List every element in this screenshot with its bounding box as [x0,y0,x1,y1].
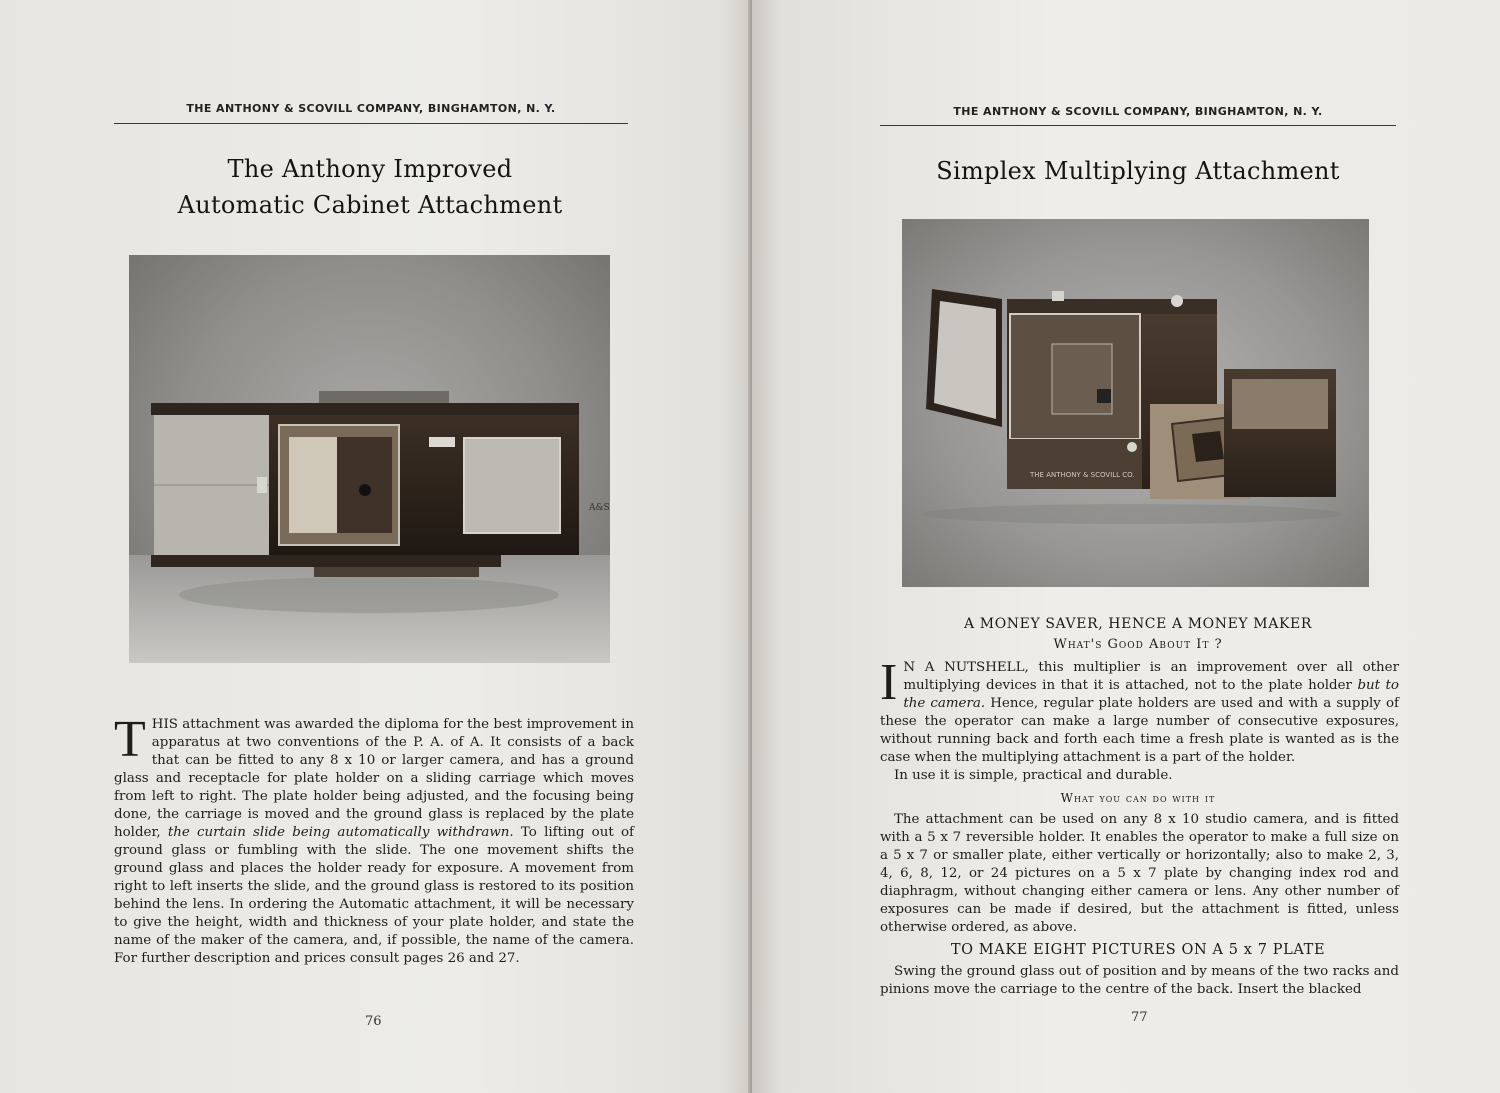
left-page-number: 76 [365,1014,382,1029]
maker-mark-text: A&S [589,503,610,513]
photo-plate-text: THE ANTHONY & SCOVILL CO. [1030,471,1135,479]
right-intro-italic: but to the camera. [903,678,1399,711]
right-body-text-continued: Swing the ground glass out of position and by means of the two racks and pinions move the carriage to the centre of the back. Insert the blacked [880,964,1399,997]
multiplying-attachment-illustration [902,219,1369,587]
left-page-title [110,151,630,223]
right-page [752,0,1500,1093]
left-body-part2: To lifting out of ground glass or fumbling with the slide. The one movement shifts the ground glass and places the holder ready for exposure. A movement from right to left inserts the slide, and the ground glass is restored to its position behind the lens. In ordering the Automatic attachment, it will be necessary to give the height, width and thickness of your plate holder, and state the name of the maker of the camera, and, if possible, the name of the camera. For further description and prices consult pages 26 and 27. [114,825,634,966]
subhead-money-saver: A MONEY SAVER, HENCE A MONEY MAKER [964,616,1312,632]
left-running-head: THE ANTHONY & SCOVILL COMPANY, BINGHAMTON, N. Y. [186,102,556,115]
right-dropcap: I [880,654,898,711]
right-intro-part1: , this multiplier is an improvement over all other multiplying devices in that it is attached, not to the plate holder [903,660,1399,693]
right-page-number: 77 [1131,1010,1148,1025]
left-header-rule [114,123,628,124]
left-title-line1: The Anthony Improved [227,155,513,183]
subhead-eight-pictures: TO MAKE EIGHT PICTURES ON A 5 x 7 PLATE [950,942,1326,958]
right-first-word: N A NUTSHELL [903,660,1025,675]
left-first-word: HIS [151,717,178,732]
left-title-line2: Automatic Cabinet Attachment [177,191,563,219]
right-running-head: THE ANTHONY & SCOVILL COMPANY, BINGHAMTON, N. Y. [953,105,1323,118]
left-dropcap: T [114,711,146,768]
left-body-part1: attachment was awarded the diploma for the best improvement in apparatus at two conventions of the P. A. of A. It consists of a back that can be fitted to any 8 x 10 or larger camera, and has a ground glass and receptacle for plate holder on a sliding carriage which moves from left to right. The plate holder being adjusted, and the focusing being done, the carriage is moved and the ground glass is replaced by the plate holder, [114,717,634,840]
right-header-rule [880,125,1396,126]
left-body-italic: the curtain slide being automatically withdrawn. [167,825,514,840]
subhead-whats-good: What's Good About It ? [1053,637,1223,652]
right-page-title: Simplex Multiplying Attachment [936,157,1340,185]
right-body-text: The attachment can be used on any 8 x 10 studio camera, and is fitted with a 5 x 7 reversible holder. It enables the operator to make a full size on a 5 x 7 or smaller plate, either vertically or horizontally; also to make 2, 3, 4, 6, 8, 12, or 24 pictures on a 5 x 7 plate by changing index rod and diaphragm, without changing either camera or lens. Any other number of exposures can be made if desired, but the attachment is fitted, unless otherwise ordered, as above. [880,812,1399,935]
left-body-text [114,711,634,968]
right-intro-part2: Hence, regular plate holders are used and with a supply of these the operator can make a large number of consecutive exposures, without running back and forth each time a fresh plate is wanted as is the case when the multiplying attachment is a part of the holder. [880,696,1399,765]
cabinet-attachment-photo [129,255,610,663]
multiplying-attachment-photo [902,219,1369,587]
subhead-what-you-can-do: What you can do with it [1060,791,1216,805]
right-intro-text [880,654,1399,785]
cabinet-attachment-illustration [129,255,610,663]
right-intro-paragraph2: In use it is simple, practical and durable. [894,768,1173,783]
